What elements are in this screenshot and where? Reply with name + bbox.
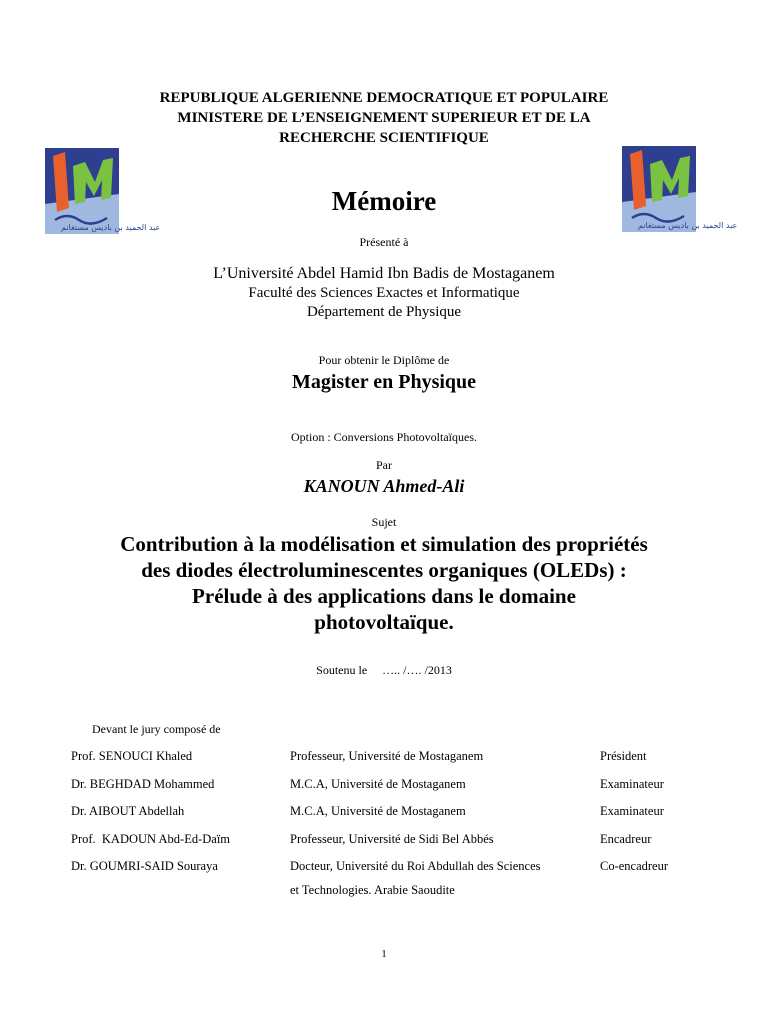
jury-row — [0, 799, 768, 827]
logo-arabic-text: عبد الحميد بن باديس مستغانم — [61, 223, 161, 232]
option-line: Option : Conversions Photovoltaïques. — [291, 430, 477, 444]
republic-header — [0, 88, 768, 148]
defense-date: Soutenu le ….. /…. /2013 — [316, 663, 452, 677]
diploma-title: Magister en Physique — [291, 371, 477, 393]
jury-role: Examinateur — [600, 776, 664, 791]
logo-arabic-text: عبد الحميد بن باديس مستغانم — [638, 221, 738, 230]
subject-label: Sujet — [371, 515, 397, 529]
university-name: L’Université Abdel Hamid Ibn Badis de Mostaganem — [213, 265, 555, 282]
jury-title: Professeur, Université de Sidi Bel Abbés — [290, 831, 494, 846]
by-label: Par — [376, 458, 392, 472]
jury-role: Encadreur — [600, 831, 652, 846]
document-title: Mémoire — [331, 186, 437, 216]
jury-name: Prof. SENOUCI Khaled — [71, 749, 193, 763]
jury-title: Docteur, Université du Roi Abdullah des Sciences — [290, 859, 541, 873]
jury-title: M.C.A, Université de Mostaganem — [290, 804, 466, 818]
jury-role: Président — [600, 749, 647, 763]
presented-to: Présenté à — [359, 235, 409, 249]
diploma-intro: Pour obtenir le Diplôme de — [318, 353, 450, 367]
jury-title: M.C.A, Université de Mostaganem — [290, 776, 466, 791]
jury-name: Dr. BEGHDAD Mohammed — [71, 776, 215, 791]
institution-block — [0, 264, 768, 322]
jury-row — [0, 854, 768, 904]
department-name: Département de Physique — [306, 304, 462, 320]
subject-line-3: Prélude à des applications dans le domaine — [192, 584, 576, 608]
jury-row — [0, 744, 768, 772]
jury-role: Examinateur — [600, 804, 664, 818]
jury-row — [0, 827, 768, 855]
header-line-1: REPUBLIQUE ALGERIENNE DEMOCRATIQUE ET POPULAIRE — [159, 90, 609, 106]
jury-title-continued: et Technologies. Arabie Saoudite — [290, 883, 455, 897]
faculty-name: Faculté des Sciences Exactes et Informatique — [248, 285, 520, 301]
jury-name: Prof. KADOUN Abd-Ed-Daïm — [71, 831, 231, 846]
jury-role: Co-encadreur — [600, 859, 669, 873]
page-number: 1 — [381, 948, 387, 960]
jury-title: Professeur, Université de Mostaganem — [290, 749, 484, 763]
jury-name: Dr. AIBOUT Abdellah — [71, 804, 185, 818]
jury-list — [0, 744, 768, 904]
subject-line-1: Contribution à la modélisation et simulation des propriétés — [120, 532, 648, 556]
subject-line-4: photovoltaïque. — [314, 610, 454, 634]
subject-line-2: des diodes électroluminescentes organiques (OLEDs) : — [141, 558, 627, 582]
thesis-subject — [0, 531, 768, 635]
author-name: KANOUN Ahmed-Ali — [303, 476, 465, 496]
jury-row — [0, 772, 768, 800]
header-line-3: RECHERCHE SCIENTIFIQUE — [279, 130, 489, 146]
jury-intro: Devant le jury composé de — [92, 722, 221, 736]
header-line-2: MINISTERE DE L’ENSEIGNEMENT SUPERIEUR ET DE LA — [177, 110, 591, 126]
jury-name: Dr. GOUMRI-SAID Souraya — [71, 859, 218, 873]
